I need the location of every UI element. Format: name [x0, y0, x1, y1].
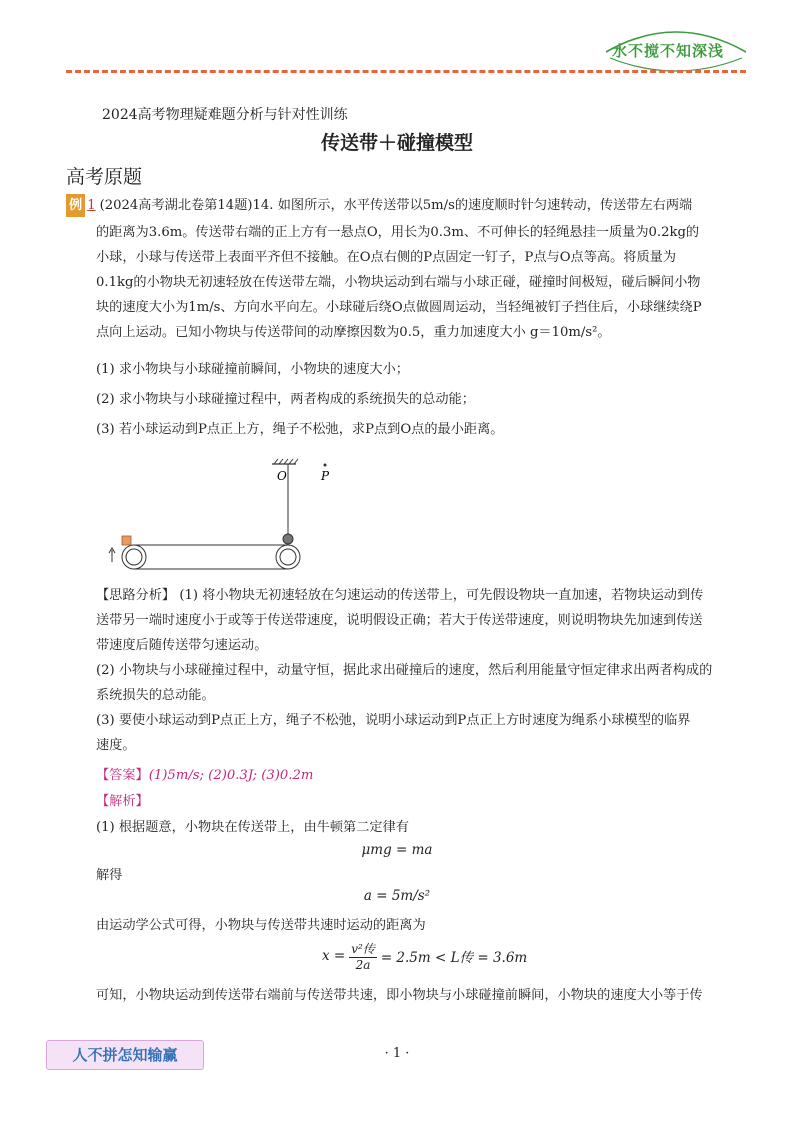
example-number: 1	[87, 198, 96, 213]
example-badge: 例	[66, 194, 85, 217]
equation-3	[322, 938, 527, 974]
solution-line-1: (1) 根据题意，小物块在传送带上，由牛顿第二定律有	[96, 820, 409, 835]
page-title: 传送带＋碰撞模型	[320, 132, 473, 154]
header-divider	[66, 70, 746, 73]
question-line: 块的速度大小为1m/s、方向水平向左。小球碰后绕O点做圆周运动，当轻绳被钉子挡住后，小球继续绕P	[96, 300, 702, 315]
answer-label: 【答案】	[96, 768, 149, 783]
analysis-text: (1) 将小物块无初速轻放在匀速运动的传送带上，可先假设物块一直加速，若物块运动到传	[179, 588, 704, 603]
label-O: O	[277, 469, 287, 483]
analysis-line: (3) 要使小球运动到P点正上方，绳子不松弛，说明小球运动到P点正上方时速度为绳系小球模型的临界	[96, 713, 691, 728]
question-line: 0.1kg的小物块无初速轻放在传送带左端，小物块运动到右端与小球正碰，碰撞时间极短，碰后瞬间小物	[96, 275, 701, 290]
eq3-numerator: v²传	[351, 942, 375, 956]
answer-line	[96, 764, 736, 783]
solution-label: 【解析】	[96, 794, 149, 809]
analysis-line: 送带另一端时速度小于或等于传送带速度，说明假设正确；若大于传送带速度，则说明物块先加速到传送	[96, 613, 703, 628]
header-motto: 水不搅不知深浅	[612, 42, 725, 60]
analysis-label: 【思路分析】	[96, 588, 176, 603]
sub-question-2: (2) 求小物块与小球碰撞过程中，两者构成的系统损失的总动能；	[96, 392, 475, 407]
conveyor-figure	[100, 452, 340, 577]
analysis-line: 速度。	[96, 738, 136, 753]
equation-2: a = 5m/s²	[363, 888, 431, 904]
analysis-line: (2) 小物块与小球碰撞过程中，动量守恒，据此求出碰撞后的速度，然后利用能量守恒定律求出两者构成的	[96, 663, 713, 678]
solution-line-3: 可知，小物块运动到传送带右端前与传送带共速，即小物块与小球碰撞前瞬间，小物块的速度大小等于传	[96, 988, 703, 1003]
eq3-denominator: 2a	[355, 958, 371, 972]
analysis-line-1	[96, 584, 736, 603]
question-line: 点向上运动。已知小物块与传送带间的动摩擦因数为0.5，重力加速度大小 g＝10m/s²。	[96, 325, 611, 340]
answer-text: (1)5m/s; (2)0.3J; (3)0.2m	[148, 768, 314, 783]
question-line: 小球，小球与传送带上表面平齐但不接触。在O点右侧的P点固定一钉子，P点与O点等高。将质量为	[96, 250, 677, 265]
label-P: P	[321, 469, 330, 483]
ball	[283, 534, 293, 544]
eq3-lhs: x =	[322, 948, 346, 964]
analysis-line: 系统损失的总动能。	[96, 688, 215, 703]
eq3-fraction	[349, 940, 377, 972]
solution-solve: 解得	[96, 868, 123, 883]
page-number: · 1 ·	[384, 1046, 410, 1061]
analysis-line: 带速度后随传送带匀速运动。	[96, 638, 268, 653]
question-line: 如图所示，水平传送带以5m/s的速度顺时针匀速转动，传送带左右两端	[277, 198, 693, 213]
footer-motto: 人不拼怎知输赢	[46, 1040, 204, 1070]
equation-1: μmg = ma	[361, 842, 433, 858]
sub-question-1: (1) 求小物块与小球碰撞前瞬间，小物块的速度大小；	[96, 362, 409, 377]
section-title: 高考原题	[66, 166, 143, 188]
eq3-rhs: = 2.5m < L传 = 3.6m	[380, 950, 528, 966]
series-title: 2024高考物理疑难题分析与针对性训练	[102, 107, 348, 123]
block	[122, 536, 131, 545]
sub-question-3: (3) 若小球运动到P点正上方，绳子不松弛，求P点到O点的最小距离。	[96, 422, 504, 437]
solution-line-2: 由运动学公式可得，小物块与传送带共速时运动的距离为	[96, 918, 426, 933]
example-source: (2024高考湖北卷第14题)14.	[99, 198, 274, 213]
example-first-line	[66, 194, 736, 217]
question-line: 的距离为3.6m。传送带右端的正上方有一悬点O，用长为0.3m、不可伸长的轻绳悬挂一质量为0.2kg的	[96, 225, 700, 240]
